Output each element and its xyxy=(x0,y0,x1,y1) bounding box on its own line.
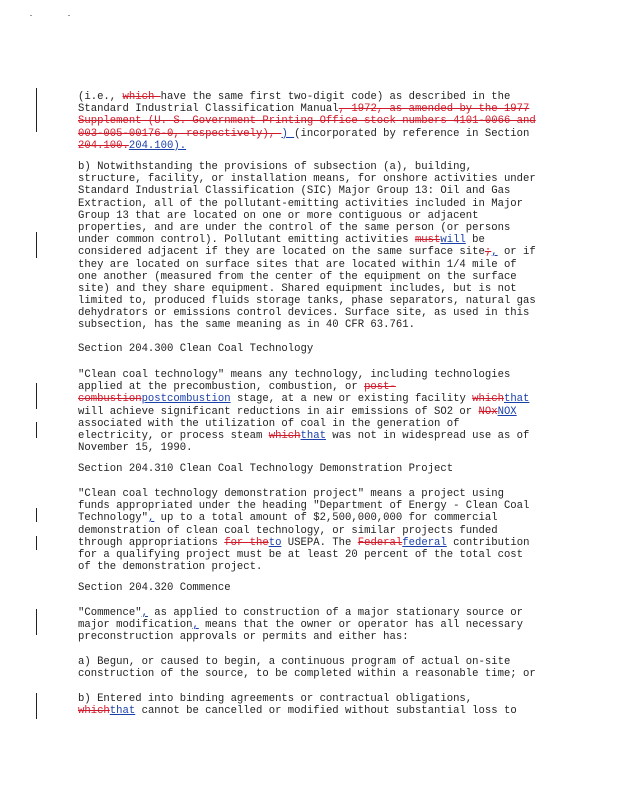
text-line xyxy=(78,549,548,561)
text-run: November 15, 1990. xyxy=(78,442,193,455)
text-run: up to a total amount of $2,500,000,000 for commercial xyxy=(154,512,498,525)
inserted-text: 204.100). xyxy=(128,139,187,152)
text-run: one another (measured from the center of the equipment on the surface xyxy=(78,270,517,283)
text-run: construction of the source, to be completed within a reasonable time; or xyxy=(78,668,536,681)
text-line xyxy=(78,128,548,140)
text-line xyxy=(78,369,548,381)
section-heading-204-310: Section 204.310 Clean Coal Technology Demonstration Project xyxy=(78,463,454,475)
inserted-text: will xyxy=(440,234,466,247)
text-run: Group 13 that are located on one or more contiguous or adjacent xyxy=(78,209,479,222)
text-run: structure, facility, or installation means, for onshore activities under xyxy=(78,173,536,186)
text-line xyxy=(78,271,548,283)
text-run: will achieve significant reductions in air emissions of SO2 or xyxy=(78,405,479,418)
text-line xyxy=(78,234,548,246)
text-line xyxy=(78,210,548,222)
section-heading-204-300: Section 204.300 Clean Coal Technology xyxy=(78,343,314,355)
inserted-text: that xyxy=(503,393,530,406)
text-line xyxy=(78,406,548,418)
text-run: (i.e., xyxy=(78,91,123,103)
change-bar xyxy=(36,609,37,635)
inserted-text: , xyxy=(192,619,199,632)
text-run: funds appropriated under the heading "Department of Energy - Clean Coal xyxy=(78,500,530,513)
text-run: b) Entered into binding agreements or contractual obligations, xyxy=(78,693,473,705)
text-run: b) Notwithstanding the provisions of subsection (a), building, xyxy=(78,161,473,173)
text-line xyxy=(78,619,548,631)
text-run: properties, and are under the control of the same person (or persons xyxy=(78,221,511,234)
deleted-text: must xyxy=(414,234,441,247)
text-run: USEPA. The xyxy=(281,536,358,549)
deleted-text: combustion xyxy=(78,393,142,406)
deleted-text: 003-005-00176-0, respectively), xyxy=(78,127,282,140)
scan-speck xyxy=(68,15,70,16)
text-line xyxy=(78,561,548,573)
inserted-text: , xyxy=(491,246,498,259)
deleted-text: which xyxy=(122,91,161,103)
text-run: stage, at a new or existing facility xyxy=(230,393,473,406)
deleted-text: NOx xyxy=(478,405,498,418)
text-line xyxy=(78,512,548,524)
text-run: of the demonstration project. xyxy=(78,561,263,574)
text-line xyxy=(78,222,548,234)
text-run: means that the owner or operator has all necessary xyxy=(198,619,524,632)
text-line xyxy=(78,537,548,549)
deleted-text: post- xyxy=(364,381,396,394)
text-line xyxy=(78,91,548,103)
text-run: Standard Industrial Classification Manual xyxy=(78,103,339,116)
text-run: for a qualifying project must be at least 20 percent of the total cost xyxy=(78,548,524,561)
paragraph-continued xyxy=(78,91,548,152)
definition-clean-coal-demo-project xyxy=(78,488,548,573)
text-line xyxy=(78,631,548,643)
text-run: limited to, produced fluids storage tanks, phase separators, natural gas xyxy=(78,295,536,308)
text-line xyxy=(78,319,548,331)
text-line xyxy=(78,418,548,430)
deleted-text: 204.100. xyxy=(78,139,129,152)
text-run: Extraction, all of the pollutant-emitting activities included in Major xyxy=(78,197,524,210)
text-run: as applied to construction of a major stationary source or xyxy=(147,607,524,619)
text-run: subsection, has the same meaning as in 40 CFR 63.761. xyxy=(78,319,415,332)
text-line xyxy=(78,198,548,210)
text-line xyxy=(78,140,548,152)
text-run: site) and they share equipment. Shared equipment includes, but is not xyxy=(78,282,517,295)
inserted-text: NOX xyxy=(497,405,517,418)
text-run: preconstruction approvals or permits and either has: xyxy=(78,631,409,644)
inserted-text: , xyxy=(147,512,155,525)
inserted-text: postcombustion xyxy=(141,393,231,406)
inserted-text: federal xyxy=(402,536,447,549)
deleted-text: which xyxy=(268,429,301,442)
text-run: contribution xyxy=(446,536,530,549)
subsection-b-binding xyxy=(78,693,548,717)
text-run: be xyxy=(465,234,485,247)
definition-clean-coal-technology xyxy=(78,369,548,454)
text-run: "Clean coal technology demonstration project" means a project using xyxy=(78,488,504,500)
text-line xyxy=(78,381,548,393)
text-run: major modification xyxy=(78,619,193,632)
change-bar xyxy=(36,693,37,719)
deleted-text: Supplement (U. S. Government Printing Office stock numbers 4101-0066 and xyxy=(78,115,536,128)
scan-speck xyxy=(30,15,32,16)
text-line xyxy=(78,283,548,295)
text-run: applied at the precombustion, combustion, or xyxy=(78,381,365,394)
text-run: have the same first two-digit code) as described in the xyxy=(160,91,511,103)
text-run: electricity, or process steam xyxy=(78,429,269,442)
text-line xyxy=(78,246,548,258)
text-run: "Clean coal technology" means any technology, including technologies xyxy=(78,369,511,381)
text-line xyxy=(78,525,548,537)
text-line xyxy=(78,173,548,185)
text-run: (incorporated by reference in Section xyxy=(294,127,530,140)
text-line xyxy=(78,607,548,619)
deleted-text: , 1972, as amended by the 1977 xyxy=(338,103,530,116)
text-line xyxy=(78,185,548,197)
text-line xyxy=(78,103,548,115)
definition-commence xyxy=(78,607,548,644)
deleted-text: for the xyxy=(224,536,269,549)
text-run: under common control). Pollutant emitting activities xyxy=(78,234,415,247)
deleted-text: Federal xyxy=(357,536,403,549)
deleted-text: which xyxy=(78,705,110,718)
text-line xyxy=(78,259,548,271)
change-bar xyxy=(36,88,37,132)
inserted-text: that xyxy=(109,705,136,718)
text-run: dehydrators or emissions control devices. Surface site, as used in this xyxy=(78,307,530,320)
inserted-text: , xyxy=(141,607,148,619)
text-run: associated with the utilization of coal in the generation of xyxy=(78,417,460,430)
inserted-text: to xyxy=(268,536,282,549)
text-line xyxy=(78,393,548,405)
text-line xyxy=(78,295,548,307)
text-run: demonstration of clean coal technology, or similar projects funded xyxy=(78,524,498,537)
text-run: Technology" xyxy=(78,512,148,525)
text-line xyxy=(78,161,548,173)
change-bar xyxy=(36,536,37,550)
text-run: was not in widespread use as of xyxy=(325,429,530,442)
text-line xyxy=(78,115,548,127)
text-line xyxy=(78,500,548,512)
text-run: cannot be cancelled or modified without substantial loss to xyxy=(135,705,517,718)
text-run: through appropriations xyxy=(78,536,225,549)
inserted-text: ) xyxy=(281,127,295,140)
text-line xyxy=(78,693,548,705)
subsection-a xyxy=(78,656,548,680)
paragraph-subsection-b xyxy=(78,161,548,332)
section-heading-204-320: Section 204.320 Commence xyxy=(78,582,231,594)
text-line xyxy=(78,430,548,442)
text-line xyxy=(78,705,548,717)
inserted-text: that xyxy=(300,429,326,442)
text-run: or if xyxy=(497,246,536,259)
text-line xyxy=(78,442,548,454)
text-line xyxy=(78,656,548,668)
text-run: considered adjacent if they are located on the same surface site xyxy=(78,246,485,259)
text-run: a) Begun, or caused to begin, a continuous program of actual on-site xyxy=(78,656,511,668)
text-line xyxy=(78,668,548,680)
change-bar xyxy=(36,383,37,409)
change-bar xyxy=(36,232,37,258)
deleted-text: which xyxy=(472,393,504,406)
change-bar xyxy=(36,422,37,438)
change-bar xyxy=(36,508,37,522)
text-line xyxy=(78,307,548,319)
text-run: Standard Industrial Classification (SIC) Major Group 13: Oil and Gas xyxy=(78,185,511,198)
text-run: they are located on surface sites that are located within 1/4 mile of xyxy=(78,258,517,271)
text-run: "Commence" xyxy=(78,607,142,619)
deleted-text: ; xyxy=(484,246,492,259)
text-line xyxy=(78,488,548,500)
